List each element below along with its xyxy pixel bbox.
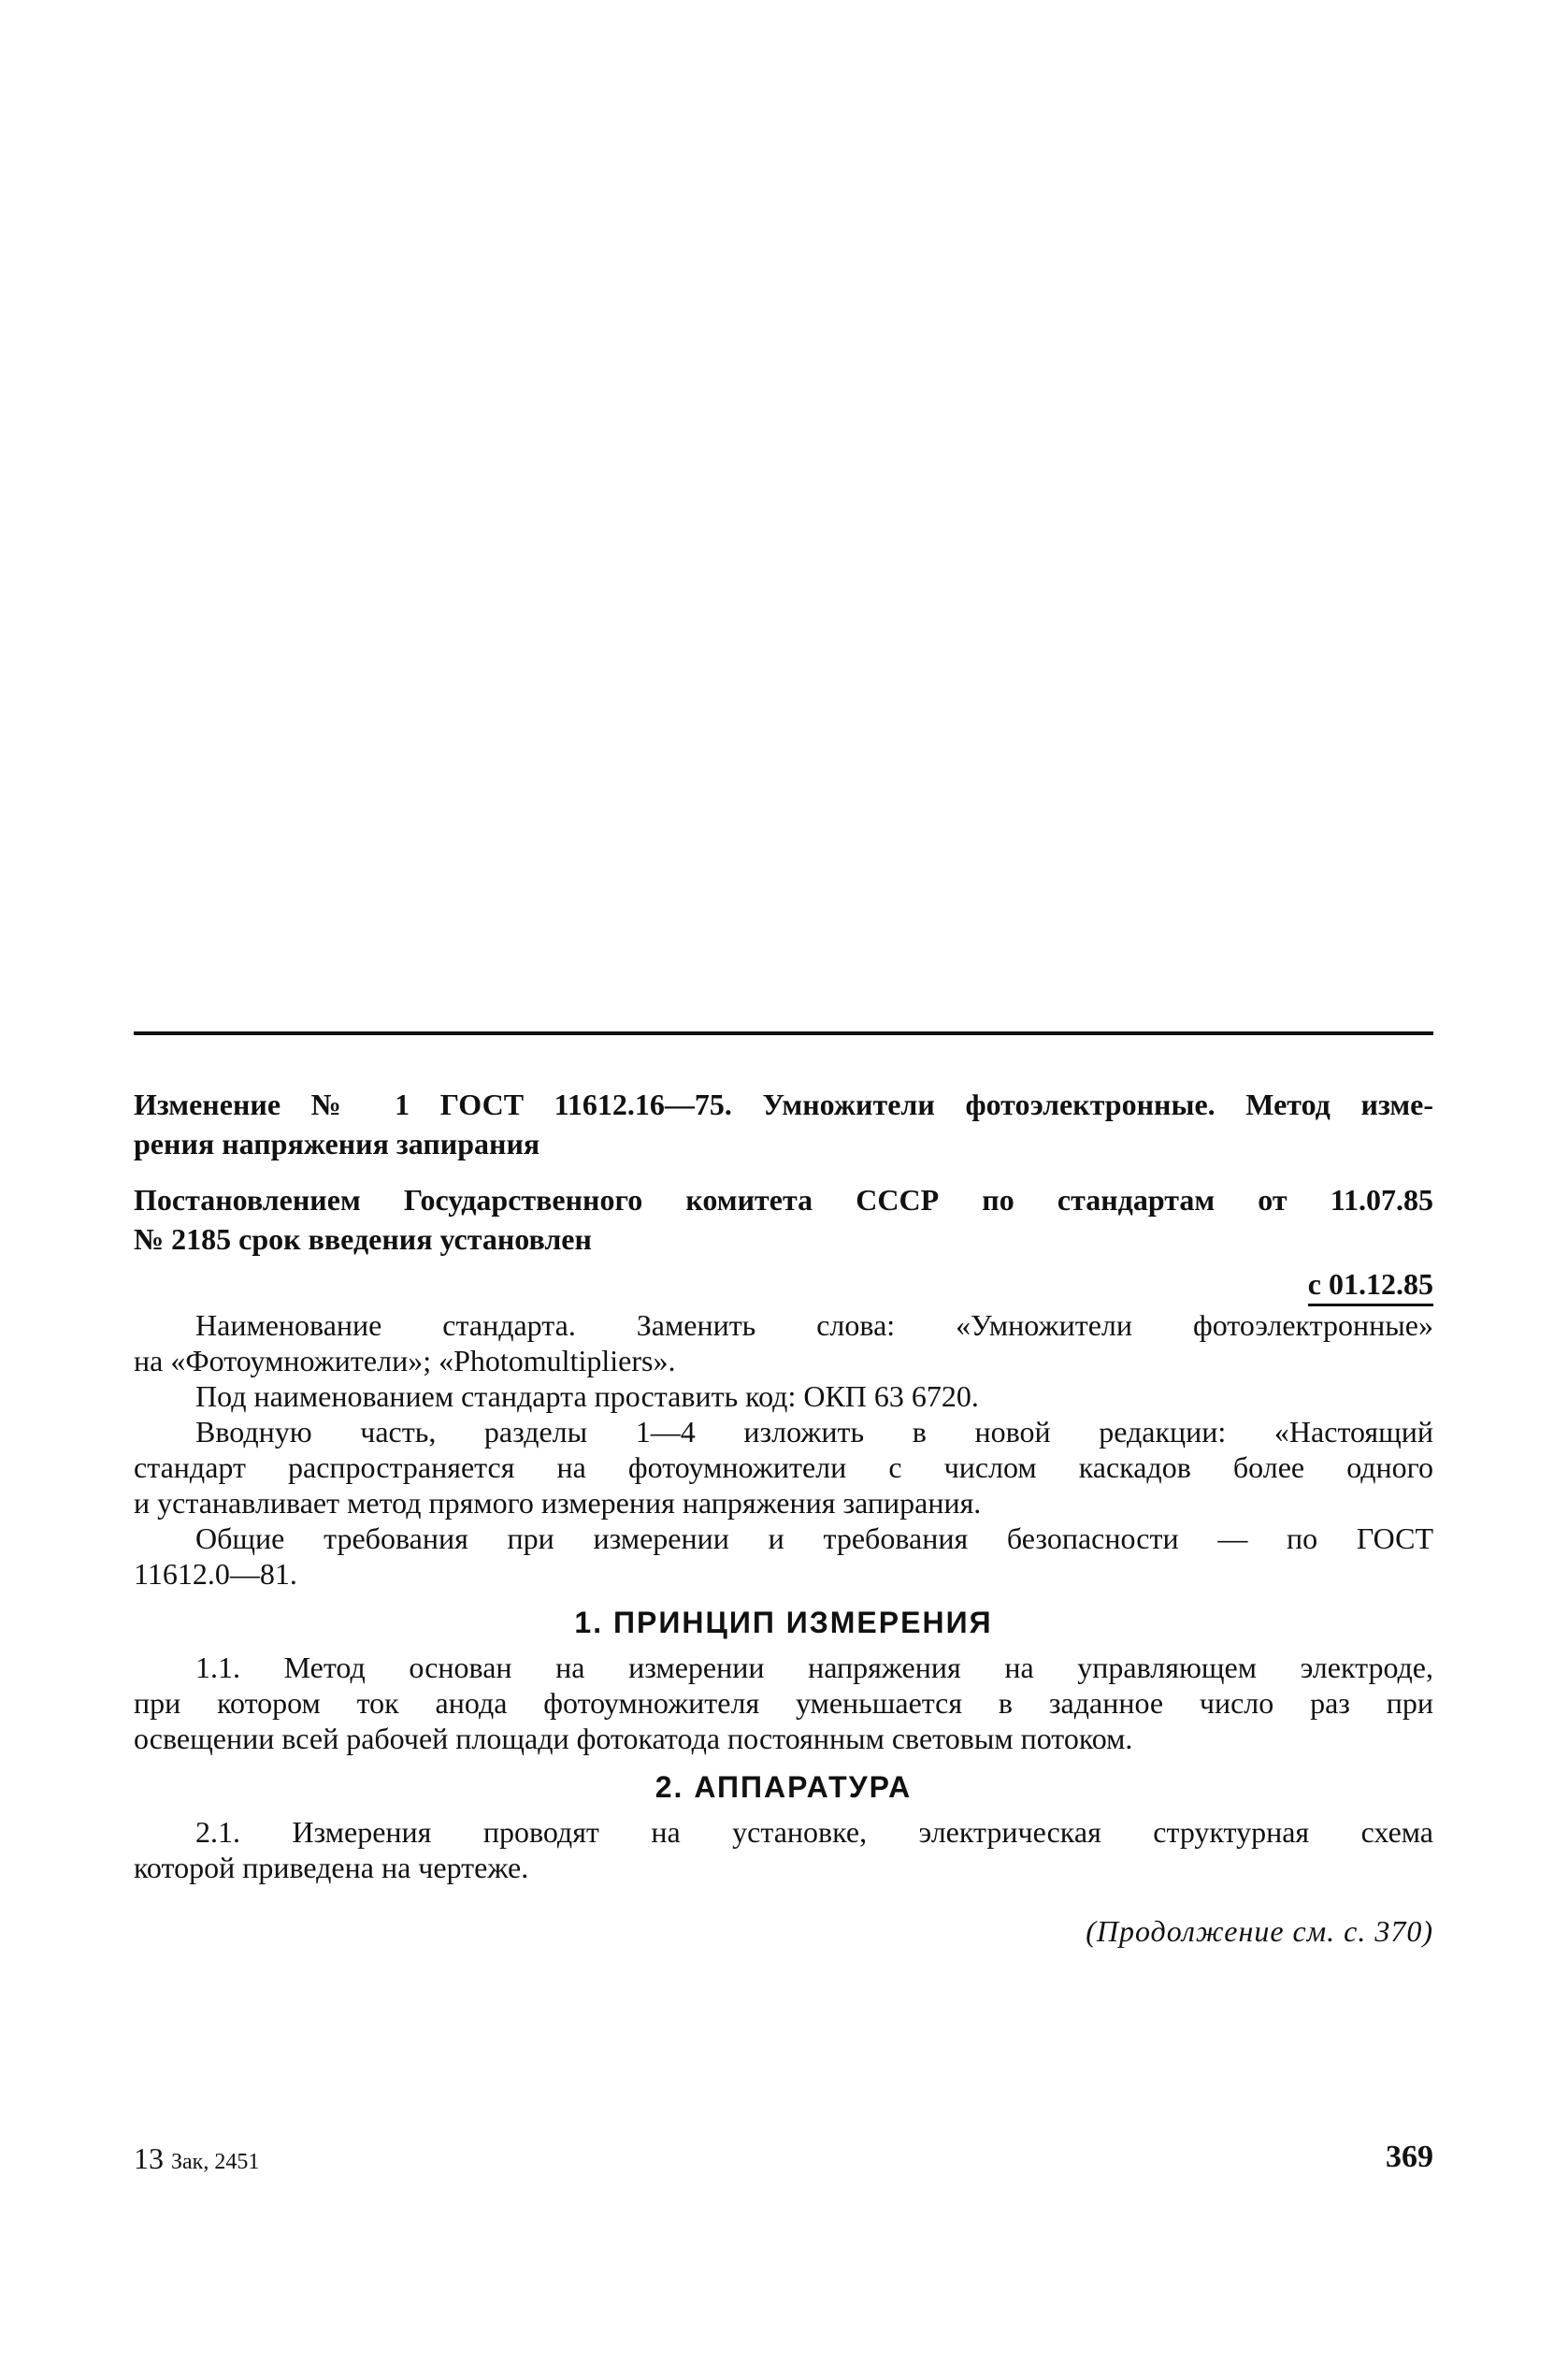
effective-date: с 01.12.85 <box>1308 1266 1433 1306</box>
continuation-note: (Продолжение см. с. 370) <box>1086 1914 1433 1948</box>
paragraph-standard-name <box>134 1307 1433 1378</box>
paragraph-line: которой приведена на чертеже. <box>134 1851 529 1884</box>
paragraph-line: освещении всей рабочей площади фотокатода постоянным световым потоком. <box>134 1722 1133 1755</box>
amendment-title-line-1: Изменение № 1 ГОСТ 11612.16—75. Умножители фотоэлектронные. Метод изме- <box>134 1088 1433 1121</box>
paragraph-line: Наименование стандарта. Заменить слова: «Умножители фотоэлектронные» <box>195 1308 1433 1342</box>
paragraph-general-requirements <box>134 1521 1433 1592</box>
page-number: 369 <box>1386 2140 1433 2174</box>
paragraph-line: и устанавливает метод прямого измерения напряжения запирания. <box>134 1486 982 1520</box>
decree-line-1: Постановлением Государственного комитета СССР по стандартам от 11.07.85 <box>134 1183 1433 1217</box>
amendment-title-line-2: рения напряжения запирания <box>134 1127 540 1160</box>
section-heading-apparatus: 2. АППАРАТУРА <box>655 1770 913 1804</box>
top-horizontal-rule <box>134 1031 1433 1035</box>
paragraph-okp-code <box>134 1378 1433 1414</box>
paragraph-apparatus <box>134 1814 1433 1885</box>
paragraph-line: 2.1. Измерения проводят на установке, электрическая структурная схема <box>195 1815 1433 1849</box>
amendment-header <box>134 1085 1433 1306</box>
paragraph-line: при котором ток анода фотоумножителя уменьшается в заданное число раз при <box>134 1686 1433 1720</box>
amendment-body <box>134 1307 1433 1949</box>
paragraph-line: на «Фотоумножители»; «Photomultipliers». <box>134 1344 676 1377</box>
paragraph-line: Под наименованием стандарта проставить код: ОКП 63 6720. <box>195 1379 979 1413</box>
paragraph-line: Общие требования при измерении и требования безопасности — по ГОСТ <box>195 1521 1433 1555</box>
paragraph-method-principle <box>134 1650 1433 1756</box>
effective-date-row <box>134 1264 1433 1306</box>
section-heading-principle: 1. ПРИНЦИП ИЗМЕРЕНИЯ <box>574 1606 993 1639</box>
paragraph-line: 11612.0—81. <box>134 1557 297 1591</box>
paragraph-line: стандарт распространяется на фотоумножители с числом каскадов более одного <box>134 1450 1433 1484</box>
paragraph-line: Вводную часть, разделы 1—4 изложить в новой редакции: «Настоящий <box>195 1415 1433 1449</box>
paragraph-line: 1.1. Метод основан на измерении напряжения на управляющем электроде, <box>195 1650 1433 1684</box>
decree-line-2: № 2185 срок введения установлен <box>134 1222 592 1256</box>
signature-number: 13 <box>134 2141 164 2175</box>
paragraph-introduction <box>134 1414 1433 1521</box>
order-number: Зак, 2451 <box>171 2150 260 2174</box>
print-order-mark <box>134 2141 259 2176</box>
